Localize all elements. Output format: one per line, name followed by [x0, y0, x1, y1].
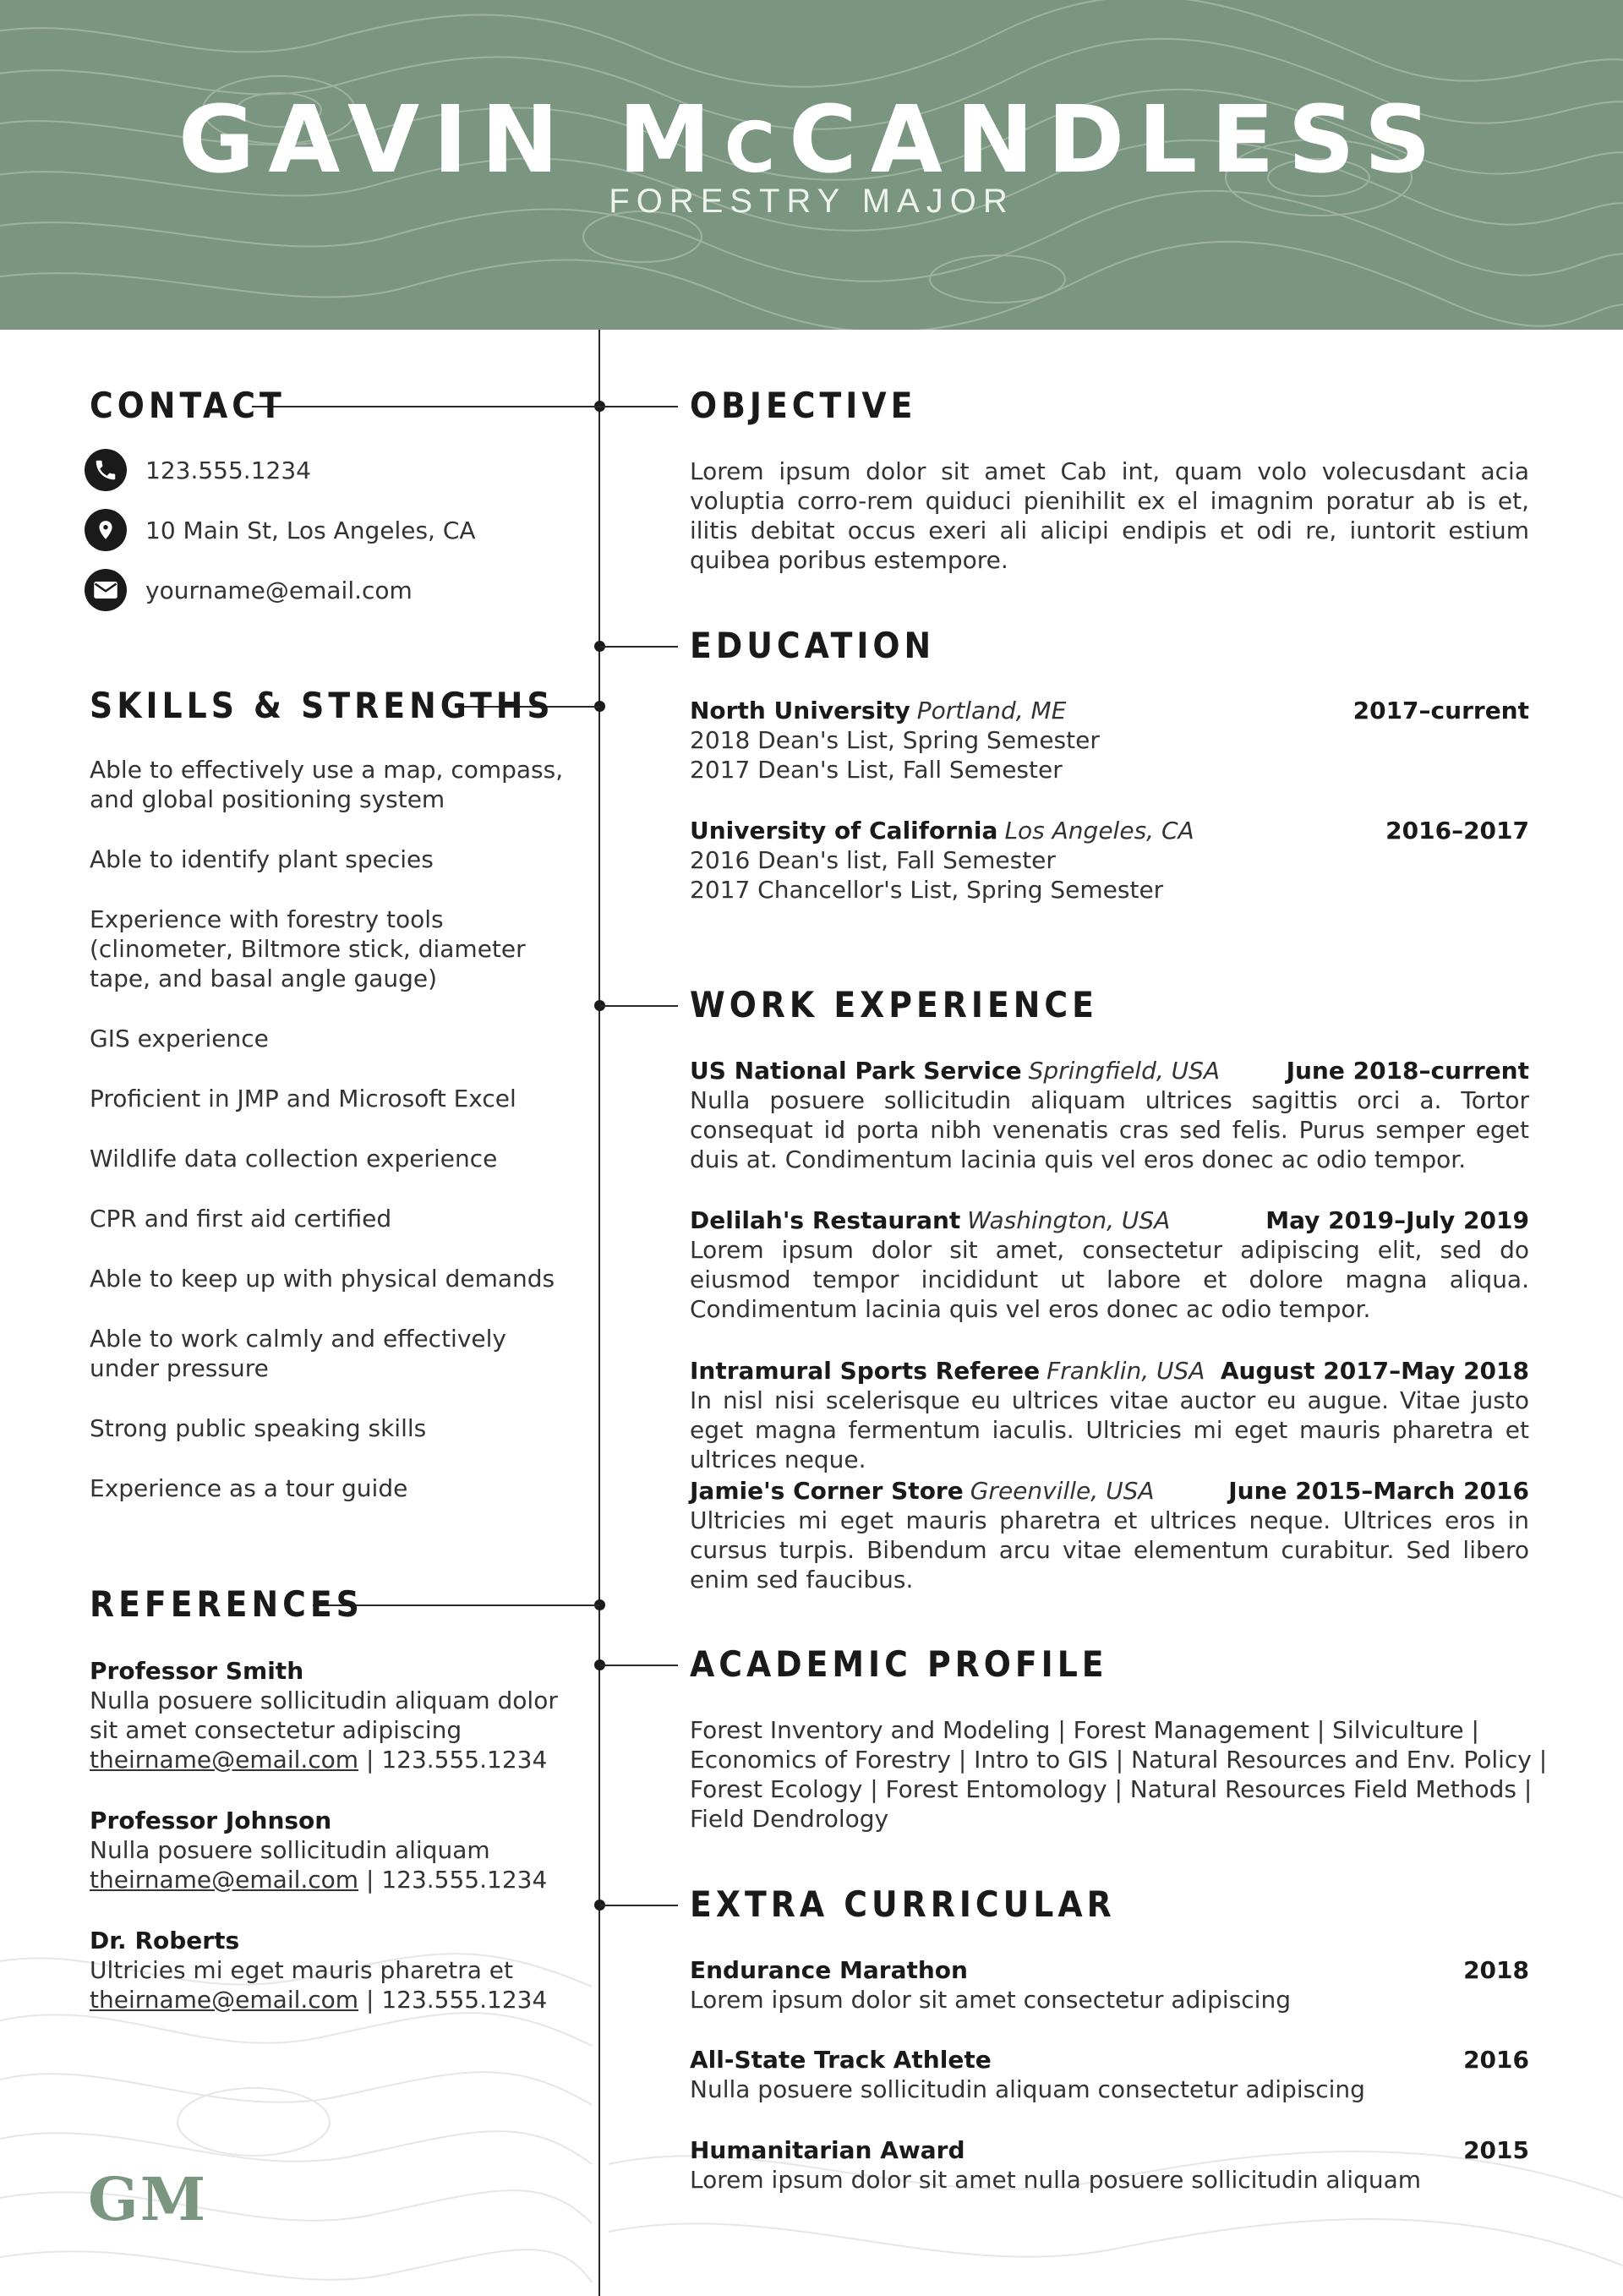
- candidate-name: GAVIN MCCANDLESS: [178, 85, 1445, 194]
- contact-address: [85, 509, 476, 551]
- employer-location: Springfield, USA: [1028, 1057, 1221, 1085]
- skill-item: GIS experience: [90, 1025, 269, 1052]
- work-entry: [690, 1476, 1529, 1594]
- skill-item: Experience as a tour guide: [90, 1474, 408, 1502]
- reference-phone: 123.555.1234: [381, 1746, 548, 1774]
- reference-entry: [90, 1806, 588, 1894]
- employer-location: Franklin, USA: [1046, 1357, 1205, 1385]
- skill-item: Experience with forestry tools (clinometer, Biltmore stick, diameter tape, and basal angle gauge): [90, 905, 526, 992]
- work-dates: June 2015–March 2016: [1228, 1477, 1529, 1505]
- activity-name: Endurance Marathon: [690, 1956, 968, 1984]
- activity-desc: Lorem ipsum dolor sit amet nulla posuere sollicitudin aliquam: [690, 2166, 1422, 2194]
- work-entry: [690, 1356, 1529, 1474]
- employer-name: Delilah's Restaurant: [690, 1206, 961, 1234]
- reference-desc: Ultricies mi eget mauris pharetra et: [90, 1956, 514, 1984]
- reference-name: Professor Johnson: [90, 1807, 332, 1834]
- school-location: Portland, ME: [916, 697, 1067, 724]
- skill-item: Able to keep up with physical demands: [90, 1265, 555, 1293]
- extra-rule: [600, 1905, 678, 1906]
- work-description: Lorem ipsum dolor sit amet, consectetur adipiscing elit, sed do eiusmod tempor incididunt ut labore et dolore magna aliqua. Condimentum lacinia quis vel eros donec ac odio tempor.: [690, 1236, 1529, 1323]
- work-description: Nulla posuere sollicitudin aliquam ultrices sagittis orci a. Tortor consequat id porta nibh venenatis cras sed felis. Purus semper eget duis at. Condimentum lacinia quis vel eros donec ac odio tempor.: [690, 1086, 1529, 1173]
- education-dates: 2017–current: [1352, 697, 1529, 724]
- reference-contact: theirname@email.com | 123.555.1234: [90, 1986, 548, 2014]
- contact-email: [85, 569, 413, 611]
- address-text: 10 Main St, Los Angeles, CA: [145, 516, 476, 544]
- extra-entry: [690, 2135, 1529, 2195]
- reference-entry: [90, 1926, 588, 2014]
- work-dates: August 2017–May 2018: [1220, 1357, 1529, 1385]
- school-name: University of California: [690, 817, 998, 845]
- skills-heading: SKILLS & STRENGTHS: [90, 685, 555, 726]
- employer-name: Intramural Sports Referee: [690, 1357, 1041, 1385]
- activity-year: 2015: [1463, 2136, 1529, 2164]
- objective-heading: OBJECTIVE: [690, 385, 917, 426]
- reference-entry: [90, 1656, 588, 1774]
- phone-icon: [85, 449, 127, 491]
- work-entry: [690, 1205, 1529, 1324]
- reference-desc: Nulla posuere sollicitudin aliquam dolor sit amet consectetur adipiscing: [90, 1686, 558, 1744]
- timeline-spine: [598, 330, 600, 2296]
- reference-name: Professor Smith: [90, 1657, 304, 1685]
- employer-location: Washington, USA: [967, 1206, 1171, 1234]
- skill-item: CPR and first aid certified: [90, 1205, 392, 1233]
- work-dates: May 2019–July 2019: [1265, 1206, 1529, 1234]
- work-description: Ultricies mi eget mauris pharetra et ultrices neque. Ultrices eros in cursus turpis. Bibendum arcu vitae elementum curabitur. Sed libero enim sed faucibus.: [690, 1506, 1529, 1594]
- skill-item: Able to effectively use a map, compass, and global positioning system: [90, 756, 564, 813]
- reference-email-link[interactable]: theirname@email.com: [90, 1746, 359, 1774]
- activity-desc: Lorem ipsum dolor sit amet consectetur adipiscing: [690, 1986, 1291, 2014]
- education-honor: 2016 Dean's list, Fall Semester: [690, 846, 1056, 874]
- reference-contact: theirname@email.com | 123.555.1234: [90, 1866, 548, 1894]
- extra-entry: [690, 2045, 1529, 2104]
- education-dates: 2016–2017: [1385, 817, 1529, 845]
- skill-item: Able to work calmly and effectively under pressure: [90, 1325, 506, 1382]
- work-rule: [600, 1005, 678, 1007]
- contact-rule: [252, 406, 600, 407]
- work-entry: [690, 1056, 1529, 1174]
- extra-entry: [690, 1955, 1529, 2014]
- reference-name: Dr. Roberts: [90, 1927, 240, 1954]
- activity-name: Humanitarian Award: [690, 2136, 965, 2164]
- work-heading: WORK EXPERIENCE: [690, 984, 1098, 1025]
- education-honor: 2018 Dean's List, Spring Semester: [690, 726, 1100, 754]
- education-entry: [690, 696, 1529, 784]
- activity-year: 2018: [1463, 1956, 1529, 1984]
- activity-desc: Nulla posuere sollicitudin aliquam consectetur adipiscing: [690, 2075, 1365, 2103]
- contact-heading: CONTACT: [90, 385, 286, 426]
- reference-contact: theirname@email.com | 123.555.1234: [90, 1746, 548, 1774]
- skill-item: Able to identify plant species: [90, 845, 434, 873]
- employer-location: Greenville, USA: [970, 1477, 1155, 1505]
- activity-year: 2016: [1463, 2046, 1529, 2074]
- email-text: yourname@email.com: [145, 576, 413, 604]
- academic-heading: ACADEMIC PROFILE: [690, 1643, 1108, 1685]
- reference-email-link[interactable]: theirname@email.com: [90, 1866, 359, 1894]
- education-rule: [600, 646, 678, 648]
- objective-text: Lorem ipsum dolor sit amet Cab int, quam volo volecusdant acia voluptia corro-rem quiduci pienihilit ex el imagnim poratur ab is et, ilitis debitat occus exeri ali alicipi endipis et odi re, iuntorit estium quibea poribus estempore.: [690, 457, 1529, 574]
- education-honor: 2017 Dean's List, Fall Semester: [690, 756, 1063, 784]
- school-location: Los Angeles, CA: [1004, 817, 1194, 845]
- academic-courses: Forest Inventory and Modeling | Forest Management | Silviculture | Economics of Forestry | Intro to GIS | Natural Resources and Env. Policy | Forest Ecology | Forest Entomology | Natural Resources Field Methods | Field Dendrology: [690, 1716, 1548, 1833]
- location-pin-icon: [85, 509, 127, 551]
- header-banner: [0, 0, 1623, 330]
- reference-email-link[interactable]: theirname@email.com: [90, 1986, 359, 2014]
- skill-item: Wildlife data collection experience: [90, 1145, 498, 1173]
- extra-heading: EXTRA CURRICULAR: [690, 1883, 1116, 1925]
- envelope-icon: [85, 569, 127, 611]
- work-dates: June 2018–current: [1286, 1057, 1529, 1085]
- skill-item: Strong public speaking skills: [90, 1414, 427, 1442]
- references-heading: REFERENCES: [90, 1583, 363, 1625]
- reference-desc: Nulla posuere sollicitudin aliquam: [90, 1836, 490, 1864]
- phone-text: 123.555.1234: [145, 456, 311, 484]
- reference-phone: 123.555.1234: [381, 1866, 548, 1894]
- candidate-major: FORESTRY MAJOR: [609, 183, 1014, 220]
- employer-name: US National Park Service: [690, 1057, 1022, 1085]
- monogram-logo: GM: [88, 2164, 208, 2234]
- education-entry: [690, 816, 1529, 905]
- work-description: In nisl nisi scelerisque eu ultrices vitae auctor eu augue. Vitae justo eget magna fermentum iaculis. Ultricies mi eget mauris pharetra et ultrices neque.: [690, 1386, 1529, 1473]
- activity-name: All-State Track Athlete: [690, 2046, 992, 2074]
- school-name: North University: [690, 697, 910, 724]
- reference-phone: 123.555.1234: [381, 1986, 548, 2014]
- skills-list: [90, 755, 580, 1533]
- academic-rule: [600, 1665, 678, 1666]
- objective-rule: [600, 406, 678, 407]
- employer-name: Jamie's Corner Store: [690, 1477, 964, 1505]
- contact-phone: [85, 449, 311, 491]
- education-heading: EDUCATION: [690, 625, 936, 666]
- skill-item: Proficient in JMP and Microsoft Excel: [90, 1085, 516, 1112]
- education-honor: 2017 Chancellor's List, Spring Semester: [690, 876, 1164, 904]
